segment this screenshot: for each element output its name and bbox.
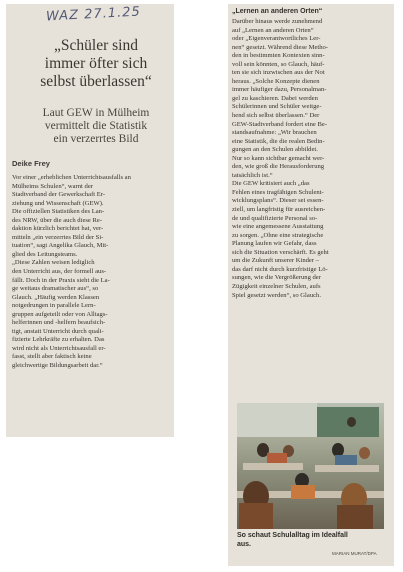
right-newspaper-clipping <box>228 4 394 566</box>
article-body-right: Darüber hinaus werde zunehmend auf „Lernen an anderen Orten“ oder „Eigenverantwortliches Ler- nen“ gesetzt. Während diese Metho- den in bestimmten Kontexten sinn- voll sein könnten, so Glauch, häuf- ten sie sich inzwischen aus der Not heraus. „Solche Konzepte dienen immer häufiger dazu, Personalman- gel zu kaschieren. Dabei werden Schülerinnen und Schüler weitge- hend sich selbst überlassen.“ Der GEW-Stadtverband fordert eine Be- standsaufnahme: „Wir brauchen eine Statistik, die die realen Bedin- gungen an den Schulen abbildet. Nur so kann sichtbar gemacht wer- den, wie groß die Herausforderung tatsächlich ist.“ Die GEW kritisiert auch „das Fehlen eines tragfähigen Schulent- wicklungsplans“. Dieser sei essen- ziell, um langfristig für ausreichen- de und qualifizierte Personal so- wie eine angemessene Ausstattung zu sorgen. „Ohne eine strategische Planung laufen wir Gefahr, dass sich die Situation verschärft. Es geht um die Zukunft unserer Kinder – das darf nicht durch kurzfristige Lö- sungen, wie die Vergrößerung der Zügigkeit einzelner Schulen, aufs Spiel gesetzt werden“, so Glauch. <box>232 18 329 299</box>
article-headline: „Schüler sind immer öfter sich selbst überlassen“ <box>40 37 152 90</box>
photo-credit: MARIAN MURAT/DPA <box>332 551 377 556</box>
article-subheadline: Laut GEW in Mülheim vermittelt die Statistik ein verzerrtes Bild <box>42 107 150 145</box>
article-body-left: Vor einer „erheblichen Unterrichtsausfalls an Mülheims Schulen“, warnt der Stadtverband der Gewerkschaft Er- ziehung und Wissenschaft (GEW). Die offiziellen Statistiken des Lan- des NRW, über die auch diese Re- daktion kürzlich berichtet hat, ver- mitteln „ein verzerrtes Bild der Si- tuation“, sagt Angelika Glauch, Mit- glied des Leitungsteams. „Diese Zahlen weisen lediglich den Unterricht aus, der formell aus- fällt. Doch in der Praxis sieht die La- ge weitaus dramatischer aus“, so Glauch. „Häufig werden Klassen notgedrungen in parallele Lern- gruppen aufgeteilt oder von Alltags- helferinnen und -helfern beaufsich- tigt, anstatt Unterricht durch quali- fizierte Lehrkräfte zu erhalten. Das wird nicht als Unterrichtsausfall er- fasst, stellt aber faktisch keine gleichwertige Bildungsarbeit dar.“ <box>12 174 131 370</box>
article-byline: Deike Frey <box>12 159 50 168</box>
section-heading: „Lernen an anderen Orten“ <box>232 8 323 15</box>
left-newspaper-clipping <box>6 4 174 437</box>
photo-caption: So schaut Schulalltag im Idealfall aus. <box>237 532 348 548</box>
handwritten-date-note: WAZ 27.1.25 <box>45 4 142 25</box>
classroom-photo <box>237 403 384 529</box>
